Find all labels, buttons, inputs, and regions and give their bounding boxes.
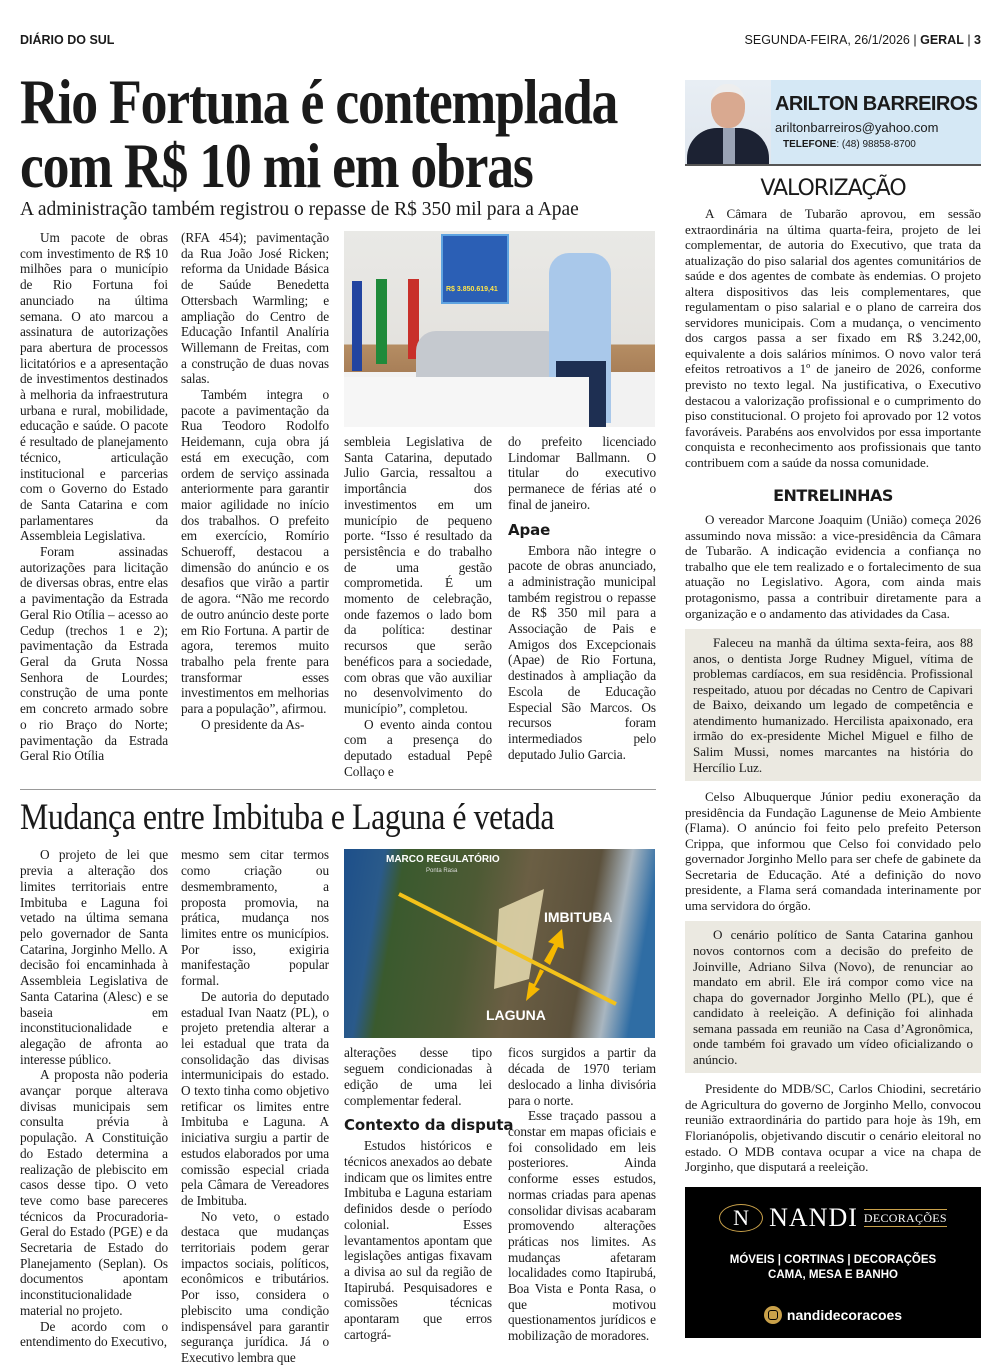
note-box-2 bbox=[685, 921, 981, 1073]
newspaper-name-text: DIÁRIO DO SUL bbox=[20, 33, 115, 47]
note-1 bbox=[685, 512, 981, 621]
article2-column-4 bbox=[508, 1045, 656, 1343]
columnist-header bbox=[685, 80, 981, 166]
face bbox=[711, 84, 745, 128]
arrow-north-icon bbox=[544, 929, 564, 965]
paragraph: A proposta não poderia avançar porque alterava divisas municipais sem consulta prévia à população. A Constituição do Estado determina a realização de plebiscito em casos desse tipo. O veto teve como base pareceres técnicos da Procuradoria-Geral do Estado (PGE) e da Secretaria de Estado do Planejamento (Seplan). Os documentos apontam inconstitucionalidade material no projeto. bbox=[20, 1067, 168, 1318]
paragraph: O projeto de lei que previa a alteração dos limites territoriais entre Imbituba e Laguna foi vetado na última semana pelo governador de Santa Catarina, Jorginho Mello. A decisão foi encaminhada à Assembleia Legislativa de Santa Catarina (Alesc) e se baseia em inconstitucionalidade e alegação de afronta ao interesse público. bbox=[20, 847, 168, 1067]
article2-column-2 bbox=[181, 847, 329, 1365]
table bbox=[344, 377, 589, 427]
ad-products: MÓVEIS | CORTINAS | DECORAÇÕES bbox=[729, 1253, 937, 1266]
flag bbox=[352, 281, 362, 371]
main-articles bbox=[20, 230, 656, 1366]
paragraph: Faleceu na manhã da última sexta-feira, aos 88 anos, o dentista Jorge Rudney Miguel, vítima de problemas cardíacos, em sua residência. Profissional respeitado, atuou por décadas no Centro de Capivari de Baixo, deixando um legado de competência e atendimento humanizado. Hercilista apaixonado, era irmão do ex-presidente Michel Miguel e filho de Salim Mussi, nomes marcantes na história do Hercílio Luz. bbox=[693, 635, 973, 775]
subheadline: A administração também registrou o repasse de R$ 350 mil para a Apae bbox=[20, 199, 579, 220]
brand-name: NANDI bbox=[769, 1202, 858, 1232]
phone-label: TELEFONE bbox=[783, 139, 837, 150]
page-number: 3 bbox=[974, 33, 981, 47]
columnist-photo bbox=[685, 80, 771, 164]
paragraph: O vereador Marcone Joaquim (União) começa 2026 assumindo nova missão: a vice-presidência da Câmara de Tubarão. A indicação evidencia a confiança no trabalho que ele tem realizado e o fortalecimento de sua atuação no Legislativo. Agora, com ainda mais protagonismo, passa a contribuir diretamente para a organização e o andamento das atividades da Casa. bbox=[685, 512, 981, 621]
brand-logo-icon: N bbox=[719, 1204, 763, 1232]
projection-screen bbox=[441, 234, 509, 304]
column-title: VALORIZAÇÃO bbox=[760, 176, 906, 201]
paragraph: Estudos históricos e técnicos anexados ao debate indicam que os limites entre Imbituba e Laguna estariam definidos desde o período colonial. Esses levantamentos apontam que legislações antigas fixavam a divisa ao sul da região de Itapirubá. Pesquisadores e comissões técnicas apontaram que erros cartográ- bbox=[344, 1138, 492, 1342]
paragraph: O cenário político de Santa Catarina ganhou novos contornos com a decisão do prefeito de Joinville, Adriano Silva (Novo), de renunciar ao mandato em abril. Ele irá compor como vice na chapa do governador Jorginho Mello (PL), que é candidato à reeleição. A definição foi alinhada semana passada em reunião na Casa d’Agronômica, onde também foi gravado um vídeo oficializando o anúncio. bbox=[693, 927, 973, 1067]
instagram-icon bbox=[764, 1306, 782, 1324]
map-place-label: Ponta Rasa bbox=[426, 868, 458, 875]
paragraph: Um pacote de obras com investimento de R$ 10 milhões para o município de Rio Fortuna foi anunciado na última semana. O ato marcou a assinatura de autorizações para abertura de processos licitatórios e a apresentação de investimentos destinados à melhoria da infraestrutura urbana e rural, mobilidade, educação e saúde. O pacote é resultado de planejamento técnico, articulação institucional e parcerias com o Governo do Estado de Santa Catarina e com parlamentares da Assembleia Legislativa. bbox=[20, 230, 168, 544]
paragraph: A Câmara de Tubarão aprovou, em sessão extraordinária na última quarta-feira, projeto de lei complementar, de autoria do Executivo, que trata da atualização do piso salarial dos agentes comunitários de saúde e dos agentes de combate às endemias. O projeto altera dispositivos das leis complementares, que regulamentam o piso salarial e o plano de carreira dos servidores municipais. Com a mudança, o vencimento dos cargos passa a ser fixado em R$ 3.242,00, equivalente a dois salários mínimos. O novo valor terá efeitos retroativos a 1º de janeiro de 2026, conforme previsto no texto legal. Na justificativa, o Executivo destacou a valorização profissional e o cumprimento do piso constitucional. O projeto foi aprovado por 12 votos favoráveis. Parabéns aos envolvidos por essa importante conquista e reconhecimento aos profissionais que tanto contribuem com a saúde da nossa comunidade. bbox=[685, 206, 981, 470]
headline-line-1: Rio Fortuna é contemplada bbox=[20, 66, 618, 137]
paragraph: Embora não integre o pacote de obras anunciado, a administração municipal também registrou o repasse de R$ 350 mil para a Associação de Pais e Amigos dos Excepcionais (Apae) de Rio Fortuna, destinados à ampliação da Escola de Educação Especial São Marcos. Os recursos foram intermediados pelo deputado Julio Garcia. bbox=[508, 542, 656, 762]
brand-subtitle: DECORAÇÕES bbox=[863, 1210, 947, 1225]
page-info: SEGUNDA-FEIRA, 26/1/2026 | GERAL | 3 bbox=[744, 33, 981, 47]
opinion-column bbox=[685, 80, 981, 1338]
section-title: ENTRELINHAS bbox=[773, 486, 893, 506]
paragraph: De acordo com o entendimento do Executivo, bbox=[20, 1318, 168, 1350]
article2-headline: Mudança entre Imbituba e Laguna é vetada bbox=[20, 797, 555, 839]
paragraph: sembleia Legislativa de Santa Catarina, deputado Julio Garcia, ressaltou a importância dos investimentos em um município de pequeno porte. “Isso é resultado da persistência e do trabalho de uma gestão comprometida. É um momento de celebração, onde fazemos o lado bom da política: destinar recursos que serão benéficos para a sociedade, com obras que vão auxiliar no desenvolvimento do município”, completou. bbox=[344, 434, 492, 716]
paragraph: Presidente do MDB/SC, Carlos Chiodini, secretário de Agricultura do governo de Jorginho Mello, convocou reunião extraordinária do partido para hoje às 19h, em Florianópolis, objetivando discutir o cenário eleitoral no estado. O MDB contava ocupar a vice na chapa de Jorginho, que disputará a reeleição. bbox=[685, 1081, 981, 1175]
flag bbox=[376, 279, 387, 364]
instagram-handle[interactable]: nandidecoracoes bbox=[786, 1306, 903, 1323]
ad-products-2: CAMA, MESA E BANHO bbox=[768, 1268, 898, 1281]
subheading: Contexto da disputa bbox=[344, 1116, 514, 1135]
dunes bbox=[494, 889, 544, 989]
divider bbox=[20, 789, 656, 790]
instagram-row bbox=[685, 1306, 981, 1324]
paragraph: Celso Albuquerque Júnior pediu exoneração da presidência da Fundação Lagunense de Meio Ambiente (Flama). O anúncio foi feito pelo prefeito Peterson Crippa, que informou que Celso foi convidado pelo governador Jorginho Mello para ser chefe de gabinete da Secretaria de Educação. Até a definição do novo presidente, a Flama será comandada interinamente por uma servidora do órgão. bbox=[685, 789, 981, 913]
paragraph: O presidente da As- bbox=[201, 716, 305, 732]
note-3 bbox=[685, 1081, 981, 1174]
map-label-laguna: LAGUNA bbox=[486, 1007, 546, 1024]
tie bbox=[723, 128, 735, 164]
article1-lower-columns bbox=[344, 434, 655, 779]
paragraph: Também integra o pacote a pavimentação da Rua Teodoro Rodolfo Heidemann, cuja obra já está em execução, com ordem de serviço assinada anteriormente para garantir maior agilidade no início dos trabalhos. O prefeito em exercício, Romírio Schueroff, destacou a dimensão do anúncio e os desafios que virão a partir de agora. “Não me recordo de outro anúncio deste porte em Rio Fortuna. A partir de agora, teremos muito trabalho pela frente para transformar esses investimentos em melhorias para a população”, afirmou. bbox=[181, 387, 329, 717]
paragraph: alterações desse tipo seguem condicionadas à edição de uma lei complementar federal. bbox=[344, 1045, 492, 1108]
paragraph: Foram assinadas autorizações para licitação de diversas obras, entre elas a pavimentação da Estrada Geral Rio Otília – acesso ao Cedup (trechos 1 e 2); pavimentação da Estrada Geral da Gruta Nossa Senhora de Lourdes; construção de uma ponte em concreto armado sobre o rio Braço do Norte; pavimentação da Estrada Geral Rio Otília bbox=[20, 544, 168, 764]
paragraph: mesmo sem citar termos como criação ou desmembramento, a proposta promovia, na prática, mudança nos limites entre os municípios. Por isso, exigiria manifestação popular formal. bbox=[181, 847, 329, 989]
article2-body bbox=[20, 847, 656, 1365]
headline-line-2: com R$ 10 mi em obras bbox=[20, 130, 533, 201]
headline bbox=[20, 66, 618, 201]
instagram-glyph bbox=[768, 1310, 778, 1320]
paragraph: Esse traçado passou a constar em mapas oficiais e foi consolidado em leis posteriores. Ainda conforme esses estudos, normas criadas para apenas consolidar divisas acabaram promovendo alterações práticas nos limites. As mudanças afetaram localidades como Itapirubá, Boa Vista e Ponta Rasa, o que motivou questionamentos jurídicos e mobilização de moradores. bbox=[508, 1108, 656, 1344]
paragraph: ficos surgidos a partir da década de 1970 teriam deslocado a linha divisória para o norte. bbox=[508, 1045, 656, 1108]
article2-lower-columns bbox=[344, 1045, 655, 1343]
map-label-imbituba: IMBITUBA bbox=[544, 909, 613, 926]
article2-column-3 bbox=[344, 1045, 514, 1343]
article2-column-1 bbox=[20, 847, 168, 1350]
article1-column-3 bbox=[344, 434, 492, 779]
columnist-phone bbox=[783, 139, 916, 150]
paragraph: (RFA 454); pavimentação da Rua João José Ricken; reforma da Unidade Básica de Saúde Benedetta Ottersbach Warmling; e ampliação do Centro de Educação Infantil Analíria Willemann de Freitas, com a construção de duas novas salas. bbox=[181, 230, 329, 387]
article2-map-area bbox=[344, 847, 655, 1343]
paragraph: do prefeito licenciado Lindomar Ballmann. O titular do executivo permanece de férias até o final de janeiro. bbox=[508, 434, 656, 512]
date: SEGUNDA-FEIRA, 26/1/2026 bbox=[744, 33, 910, 47]
map-image bbox=[344, 849, 655, 1038]
paragraph: No veto, o estado destaca que mudanças territoriais podem gerar impactos sociais, políticos, econômicos e tributários. Por isso, considera o plebiscito uma condição indispensável para garantir segurança jurídica. Já o Executivo lembra que bbox=[181, 1208, 329, 1365]
note-2 bbox=[685, 789, 981, 913]
article1-column-1 bbox=[20, 230, 168, 764]
map-title: MARCO REGULATÓRIO bbox=[386, 854, 500, 866]
note-box-1 bbox=[685, 629, 981, 781]
article1-column-2 bbox=[181, 230, 329, 733]
event-photo bbox=[344, 231, 655, 427]
columnist-email[interactable]: ariltonbarreiros@yahoo.com bbox=[775, 120, 939, 135]
section: GERAL bbox=[920, 33, 964, 47]
article1-body bbox=[20, 230, 656, 779]
phone-number: : (48) 98858-8700 bbox=[836, 139, 916, 150]
article1-column-4 bbox=[508, 434, 656, 779]
newspaper-name bbox=[20, 33, 114, 47]
screen-value: R$ 3.850.619,41 bbox=[446, 286, 498, 293]
column-intro bbox=[685, 206, 981, 470]
paragraph: O evento ainda contou com a presença do deputado estadual Pepê Collaço e bbox=[344, 716, 492, 779]
columnist-name: ARILTON BARREIROS bbox=[775, 93, 978, 115]
brand-row bbox=[685, 1203, 981, 1233]
paragraph: De autoria do deputado estadual Ivan Naatz (PL), o projeto pretendia alterar a lei estadual que trata da consolidação das divisas intermunicipais do estado. O texto tinha como objetivo retificar os limites entre Imbituba e Laguna. A iniciativa surgiu a partir de estudos elaborados por uma comissão especial criada pela Câmara de Vereadores de Imbituba. bbox=[181, 988, 329, 1208]
article1-photo-area bbox=[344, 230, 655, 779]
subheading: Apae bbox=[508, 520, 551, 539]
advertisement[interactable] bbox=[685, 1187, 981, 1338]
